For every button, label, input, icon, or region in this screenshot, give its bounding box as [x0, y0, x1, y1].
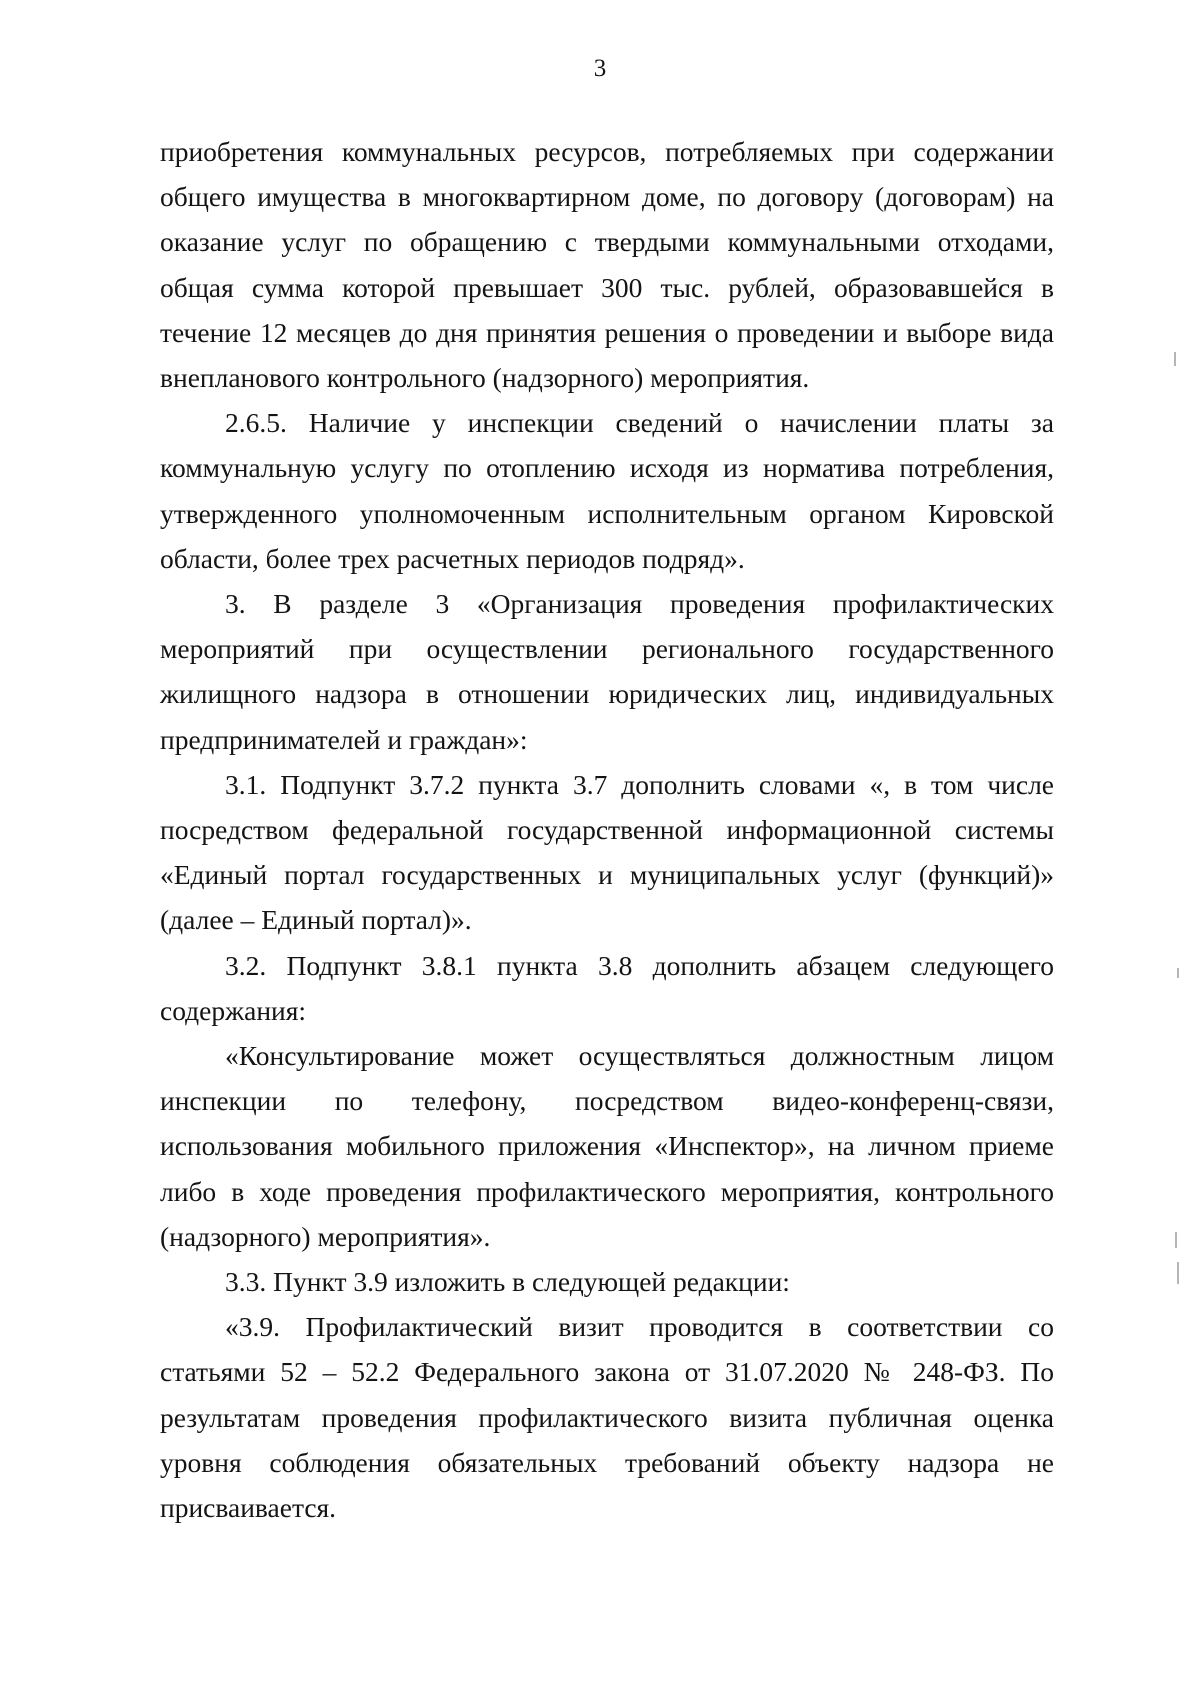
paragraph-2-6-5: 2.6.5. Наличие у инспекции сведений о начислении платы за коммунальную услугу по отоплению исходя из норматива потребления, утвержденного уполномоченным исполнительным органом Кировской области, более трех расчетных периодов подряд». — [160, 407, 1054, 574]
paragraph-continuation: приобретения коммунальных ресурсов, потребляемых при содержании общего имущества в многоквартирном доме, по договору (договорам) на оказание услуг по обращению с твердыми коммунальными отходами, общая сумма которой превышает 300 тыс. рублей, образовавшейся в течение 12 месяцев до дня принятия решения о проведении и выборе вида внепланового контрольного (надзорного) мероприятия. — [160, 136, 1054, 394]
scan-artifact — [1174, 352, 1176, 366]
paragraph-consultation-quote: «Консультирование может осуществляться должностным лицом инспекции по телефону, посредством видео-конференц-связи, использования мобильного приложения «Инспектор», на личном приеме либо в ходе проведения профилактического мероприятия, контрольного (надзорного) мероприятия». — [160, 1040, 1054, 1252]
scan-artifact — [1177, 1262, 1179, 1284]
paragraph-3-1: 3.1. Подпункт 3.7.2 пункта 3.7 дополнить словами «, в том числе посредством федеральной государственной информационной системы «Единый портал государственных и муниципальных услуг (функций)» (далее – Единый портал)». — [160, 768, 1054, 936]
paragraph-section-3: 3. В разделе 3 «Организация проведения профилактических мероприятий при осуществлении регионального государственного жилищного надзора в отношении юридических лиц, индивидуальных предпринимателей и граждан»: — [160, 588, 1054, 755]
scan-artifact — [1175, 1232, 1177, 1248]
scan-artifact — [1177, 968, 1179, 978]
document-body — [160, 129, 1054, 1530]
paragraph-3-2: 3.2. Подпункт 3.8.1 пункта 3.8 дополнить абзацем следующего содержания: — [160, 949, 1054, 1026]
paragraph-3-3: 3.3. Пункт 3.9 изложить в следующей редакции: — [225, 1266, 790, 1298]
page-number: 3 — [593, 55, 607, 82]
paragraph-3-9: «3.9. Профилактический визит проводится в соответствии со статьями 52 – 52.2 Федерального закона от 31.07.2020 № 248-ФЗ. По результатам проведения профилактического визита публичная оценка уровня соблюдения обязательных требований объекту надзора не присваивается. — [160, 1311, 1054, 1524]
